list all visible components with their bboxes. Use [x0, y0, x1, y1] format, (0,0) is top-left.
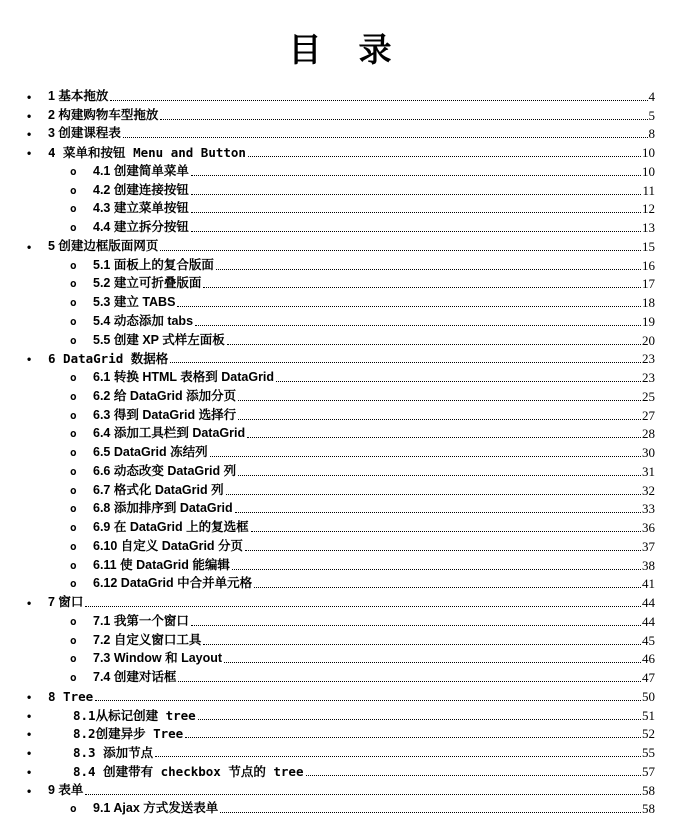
toc-entry[interactable]	[0, 554, 655, 573]
toc-entry[interactable]	[0, 741, 655, 760]
dotted-leader	[220, 812, 641, 813]
page-number[interactable]: 32	[642, 482, 655, 498]
page-number[interactable]: 23	[642, 370, 655, 385]
page-number[interactable]: 16	[642, 257, 655, 273]
page-number[interactable]: 36	[642, 520, 655, 535]
dotted-leader	[226, 494, 641, 495]
toc-entry-label[interactable]: 4.4 建立拆分按钮	[93, 220, 189, 234]
page-number[interactable]: 10	[642, 145, 655, 160]
dotted-leader	[85, 606, 641, 607]
toc-entry[interactable]	[0, 179, 655, 198]
toc-entry-label[interactable]: 8.4 创建带有 checkbox 节点的 tree	[73, 763, 304, 779]
toc-entry-label[interactable]: 3 创建课程表	[48, 126, 121, 141]
toc-entry-label[interactable]: 9.1 Ajax 方式发送表单	[93, 801, 219, 816]
circle-bullet-icon: o	[70, 314, 77, 328]
circle-bullet-icon: o	[70, 296, 77, 309]
toc-entry[interactable]	[0, 648, 655, 667]
page-number[interactable]: 41	[642, 576, 655, 592]
toc-entry[interactable]	[0, 104, 655, 123]
dotted-leader	[276, 381, 641, 382]
toc-entry[interactable]	[0, 591, 655, 610]
page-number[interactable]: 57	[642, 763, 655, 779]
toc-entry-label[interactable]: 6 DataGrid 数据格	[48, 351, 169, 367]
dotted-leader	[110, 100, 647, 101]
toc-entry-label[interactable]: 6.12 DataGrid 中合并单元格	[93, 576, 253, 591]
dotted-leader	[254, 587, 641, 588]
circle-bullet-icon: o	[70, 183, 77, 197]
toc-entry-label[interactable]: 2 构建购物车型拖放	[48, 107, 159, 122]
toc-entry[interactable]	[0, 123, 655, 142]
circle-bullet-icon: o	[70, 521, 77, 534]
toc-entry-label[interactable]: 7.2 自定义窗口工具	[93, 632, 202, 647]
dotted-leader	[238, 419, 641, 420]
toc-entry[interactable]	[0, 198, 655, 217]
toc-entry-label[interactable]: 8 Tree	[48, 688, 94, 704]
toc-entry-label[interactable]: 5.2 建立可折叠版面	[93, 276, 202, 291]
toc-entry[interactable]	[0, 385, 655, 404]
circle-bullet-icon: o	[70, 671, 77, 684]
toc-entry[interactable]	[0, 85, 655, 104]
circle-bullet-icon: o	[70, 614, 77, 628]
bullet-icon: •	[27, 596, 32, 610]
toc-entry[interactable]	[0, 273, 655, 292]
toc-entry[interactable]	[0, 723, 655, 742]
page-number[interactable]: 19	[642, 313, 655, 329]
dotted-leader	[155, 756, 641, 757]
bullet-icon: •	[27, 746, 32, 760]
dotted-leader	[160, 119, 647, 120]
bullet-icon: •	[27, 783, 32, 798]
circle-bullet-icon: o	[70, 202, 77, 216]
toc-entry[interactable]	[0, 685, 655, 704]
toc-entry-label[interactable]: 5 创建边框版面网页	[48, 238, 159, 253]
dotted-leader	[306, 775, 642, 776]
dotted-leader	[245, 550, 641, 551]
toc-entry-label[interactable]: 6.4 添加工具栏到 DataGrid	[93, 426, 246, 441]
bullet-icon: •	[27, 764, 32, 779]
toc-entry-label[interactable]: 6.3 得到 DataGrid 选择行	[93, 407, 237, 422]
toc-entry[interactable]	[0, 666, 655, 685]
page-number[interactable]: 23	[642, 351, 655, 367]
page-number[interactable]: 18	[642, 295, 655, 310]
dotted-leader	[232, 569, 641, 570]
toc-entry-label[interactable]: 4 菜单和按钮 Menu and Button	[48, 145, 246, 160]
toc-entry-label[interactable]: 6.5 DataGrid 冻结列	[93, 445, 208, 459]
bullet-icon: •	[27, 352, 32, 367]
page-number[interactable]: 4	[648, 88, 655, 104]
page-number[interactable]: 31	[642, 463, 655, 479]
page-number[interactable]: 37	[642, 538, 655, 554]
bullet-icon: •	[27, 239, 32, 254]
page-number[interactable]: 5	[648, 107, 655, 123]
toc-title: 目 录	[288, 33, 394, 69]
circle-bullet-icon: o	[70, 652, 77, 666]
toc-entry-label[interactable]: 9 表单	[48, 782, 84, 797]
dotted-leader	[216, 269, 641, 270]
toc-entry[interactable]	[0, 516, 655, 535]
dotted-leader	[203, 287, 641, 288]
toc-entry[interactable]	[0, 441, 655, 460]
toc-entry-label[interactable]: 6.11 使 DataGrid 能编辑	[93, 557, 230, 572]
page-number[interactable]: 20	[642, 332, 655, 348]
circle-bullet-icon: o	[70, 539, 77, 553]
page-number[interactable]: 15	[642, 238, 655, 254]
page-number[interactable]: 33	[642, 501, 655, 517]
page-number[interactable]: 11	[642, 182, 655, 198]
dotted-leader	[235, 512, 641, 513]
toc-entry-label[interactable]: 7.3 Window 和 Layout	[93, 651, 223, 666]
page-number[interactable]: 13	[642, 220, 655, 235]
circle-bullet-icon: o	[70, 389, 77, 403]
dotted-leader	[195, 325, 641, 326]
circle-bullet-icon: o	[70, 633, 77, 647]
toc-entry-label[interactable]: 6.9 在 DataGrid 上的复选框	[93, 520, 249, 534]
page-number[interactable]: 44	[642, 613, 655, 629]
toc-entry-label[interactable]: 7 窗口	[48, 595, 84, 609]
page-number[interactable]: 51	[642, 707, 655, 723]
page-number[interactable]: 12	[642, 201, 655, 217]
circle-bullet-icon: o	[70, 483, 77, 497]
toc-entry-label[interactable]: 4.2 创建连接按钮	[93, 182, 189, 197]
toc-entry[interactable]	[0, 310, 655, 329]
circle-bullet-icon: o	[70, 577, 77, 591]
toc-entry[interactable]	[0, 779, 655, 798]
page-number[interactable]: 25	[642, 388, 655, 404]
page-number[interactable]: 38	[642, 557, 655, 573]
toc-entry[interactable]	[0, 216, 655, 235]
toc-entry-label[interactable]: 6.10 自定义 DataGrid 分页	[93, 538, 244, 553]
dotted-leader	[251, 531, 641, 532]
toc-entry[interactable]	[0, 573, 655, 592]
bullet-icon: •	[27, 146, 32, 160]
toc-entry[interactable]	[0, 254, 655, 273]
dotted-leader	[177, 306, 641, 307]
toc-entry-label[interactable]: 8.1从标记创建 tree	[73, 707, 196, 723]
toc-entry[interactable]	[0, 235, 655, 254]
dotted-leader	[210, 456, 641, 457]
dotted-leader	[95, 700, 641, 701]
toc-entry[interactable]	[0, 610, 655, 629]
toc-entry[interactable]	[0, 160, 655, 179]
circle-bullet-icon: o	[70, 502, 77, 516]
page-number[interactable]: 28	[642, 426, 655, 442]
dotted-leader	[191, 175, 641, 176]
dotted-leader	[185, 737, 641, 738]
page-number[interactable]: 55	[642, 745, 655, 760]
page-number[interactable]: 46	[642, 651, 655, 667]
circle-bullet-icon: o	[70, 427, 77, 441]
page-number[interactable]: 10	[642, 163, 655, 179]
bullet-icon: •	[27, 108, 32, 123]
toc-list	[0, 85, 682, 816]
bullet-icon: •	[27, 727, 32, 742]
dotted-leader	[178, 681, 641, 682]
dotted-leader	[191, 231, 641, 232]
circle-bullet-icon: o	[70, 221, 77, 234]
toc-entry-label[interactable]: 1 基本拖放	[48, 88, 109, 103]
toc-entry-label[interactable]: 5.5 创建 XP 式样左面板	[93, 332, 225, 347]
toc-entry-label[interactable]: 6.2 给 DataGrid 添加分页	[93, 388, 237, 403]
toc-entry[interactable]	[0, 329, 655, 348]
bullet-icon: •	[27, 689, 32, 704]
toc-entry-label[interactable]: 5.4 动态添加 tabs	[93, 313, 194, 328]
dotted-leader	[160, 250, 641, 251]
toc-entry-label[interactable]: 4.1 创建简单菜单	[93, 163, 189, 178]
toc-entry[interactable]	[0, 704, 655, 723]
toc-entry-label[interactable]: 7.1 我第一个窗口	[93, 613, 189, 628]
toc-entry-label[interactable]: 6.8 添加排序到 DataGrid	[93, 501, 233, 516]
circle-bullet-icon: o	[70, 333, 77, 347]
page-number[interactable]: 58	[642, 801, 655, 817]
page-number[interactable]: 27	[642, 407, 655, 423]
circle-bullet-icon: o	[70, 802, 77, 816]
dotted-leader	[227, 344, 641, 345]
circle-bullet-icon: o	[70, 258, 77, 272]
dotted-leader	[247, 437, 641, 438]
dotted-leader	[198, 719, 641, 720]
bullet-icon: •	[27, 708, 32, 723]
dotted-leader	[248, 156, 641, 157]
toc-entry-label[interactable]: 4.3 建立菜单按钮	[93, 201, 189, 216]
toc-entry[interactable]	[0, 366, 655, 385]
circle-bullet-icon: o	[70, 464, 77, 478]
toc-entry-label[interactable]: 6.1 转换 HTML 表格到 DataGrid	[93, 370, 275, 384]
toc-entry-label[interactable]: 8.2创建异步 Tree	[73, 726, 184, 742]
circle-bullet-icon: o	[70, 446, 77, 459]
toc-entry-label[interactable]: 6.6 动态改变 DataGrid 列	[93, 463, 237, 478]
dotted-leader	[85, 794, 641, 795]
page-number[interactable]: 8	[648, 126, 655, 142]
circle-bullet-icon: o	[70, 277, 77, 291]
toc-entry[interactable]	[0, 629, 655, 648]
toc-entry-label[interactable]: 5.1 面板上的复合版面	[93, 257, 214, 272]
dotted-leader	[203, 644, 641, 645]
circle-bullet-icon: o	[70, 408, 77, 422]
bullet-icon: •	[27, 89, 32, 104]
dotted-leader	[123, 137, 648, 138]
circle-bullet-icon: o	[70, 371, 77, 384]
toc-entry[interactable]	[0, 423, 655, 442]
bullet-icon: •	[27, 127, 32, 142]
page-number[interactable]: 47	[642, 670, 655, 685]
page-number[interactable]: 58	[642, 782, 655, 798]
document-page	[0, 24, 682, 816]
toc-entry-label[interactable]: 8.3 添加节点	[73, 745, 154, 760]
toc-entry[interactable]	[0, 535, 655, 554]
toc-entry[interactable]	[0, 498, 655, 517]
toc-entry[interactable]	[0, 141, 655, 160]
toc-entry[interactable]	[0, 479, 655, 498]
dotted-leader	[238, 475, 641, 476]
dotted-leader	[224, 662, 641, 663]
toc-entry[interactable]	[0, 348, 655, 367]
page-number[interactable]: 50	[642, 688, 655, 704]
page-number[interactable]: 30	[642, 445, 655, 460]
toc-entry-label[interactable]: 7.4 创建对话框	[93, 670, 177, 684]
circle-bullet-icon: o	[70, 164, 77, 178]
toc-entry[interactable]	[0, 291, 655, 310]
toc-entry-label[interactable]: 5.3 建立 TABS	[93, 295, 176, 309]
dotted-leader	[191, 194, 642, 195]
page-number[interactable]: 17	[642, 276, 655, 292]
page-number[interactable]: 45	[642, 632, 655, 648]
toc-entry[interactable]	[0, 460, 655, 479]
dotted-leader	[191, 625, 641, 626]
circle-bullet-icon: o	[70, 558, 77, 572]
dotted-leader	[170, 362, 641, 363]
toc-entry[interactable]	[0, 798, 655, 817]
toc-entry-label[interactable]: 6.7 格式化 DataGrid 列	[93, 482, 224, 497]
page-number[interactable]: 44	[642, 595, 655, 610]
page-number[interactable]: 52	[642, 726, 655, 742]
dotted-leader	[191, 212, 641, 213]
dotted-leader	[238, 400, 641, 401]
toc-entry[interactable]	[0, 404, 655, 423]
toc-entry[interactable]	[0, 760, 655, 779]
